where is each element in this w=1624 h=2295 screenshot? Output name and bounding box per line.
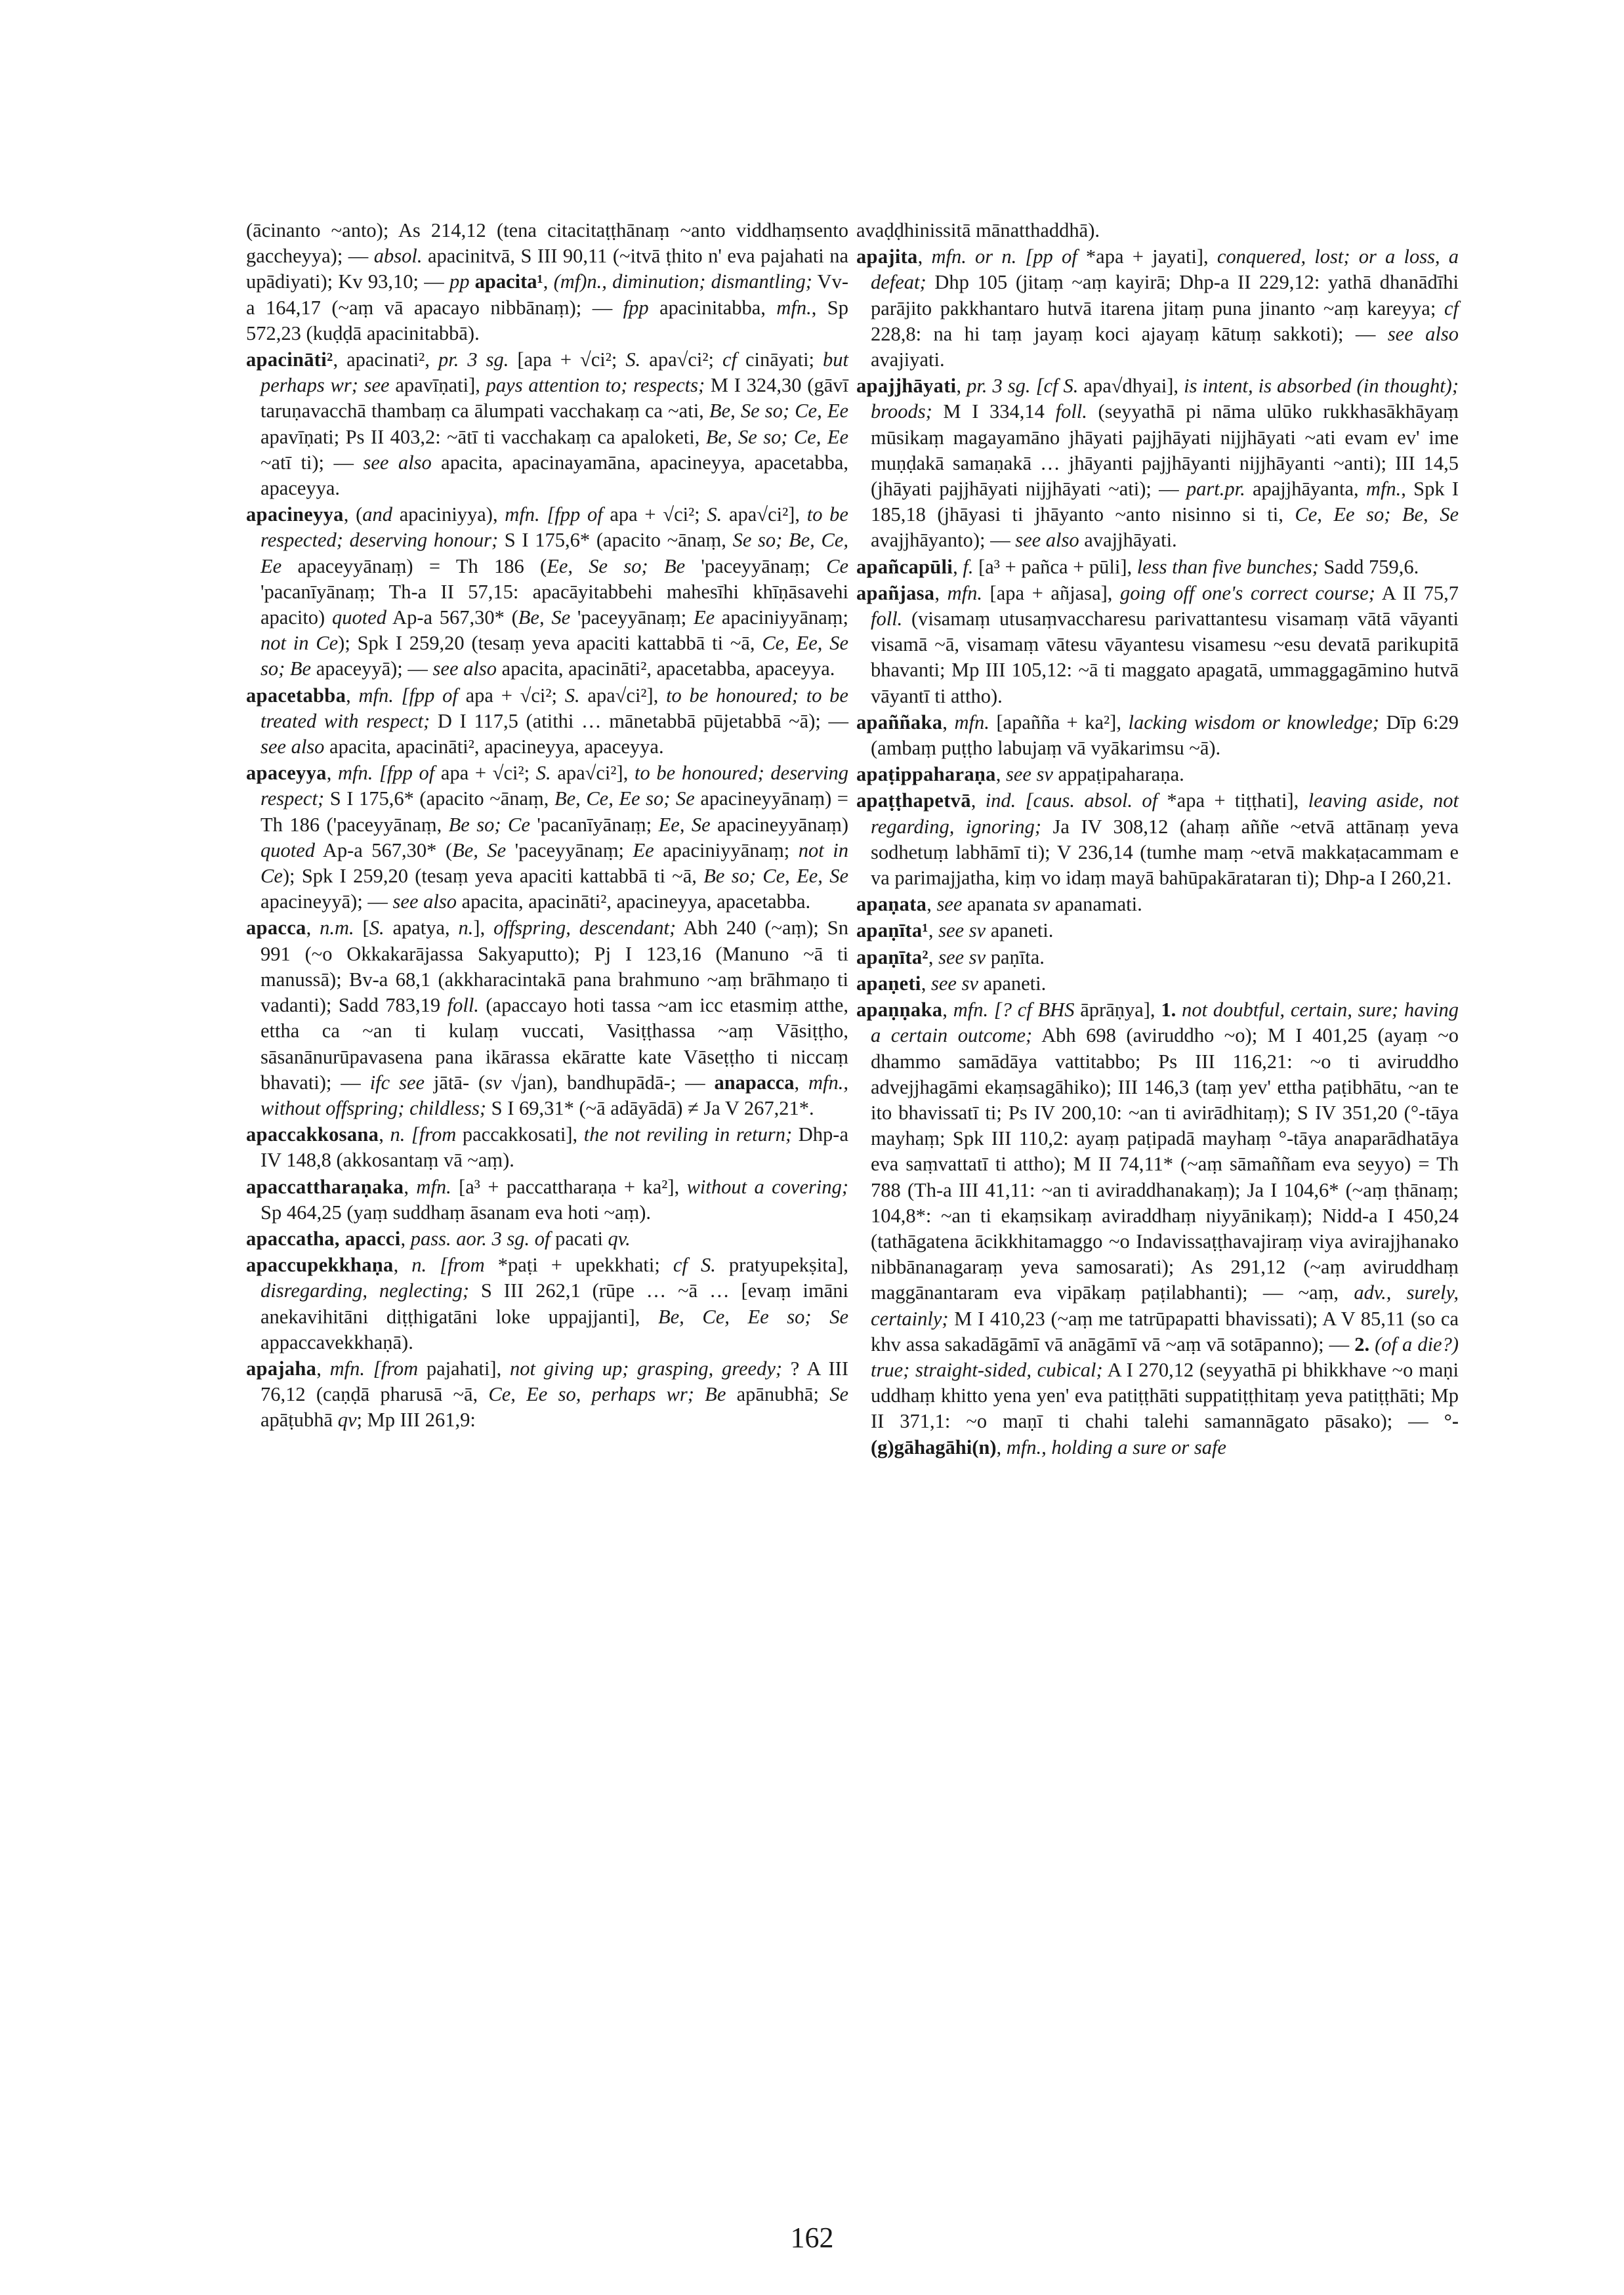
entry-text: , — [379, 1123, 390, 1146]
italic-text: n.m. — [320, 917, 354, 940]
entry-text: apacinitabba, — [648, 296, 777, 319]
entry-text: appaṭipaharaṇa. — [1052, 763, 1184, 786]
headword: apacetabba — [246, 684, 346, 707]
entry-text: , — [996, 1436, 1007, 1458]
entry-text: apacinitvā, S III 90,11 (~itvā ṭhito n' eva pajahati na upādiyati); Kv 93,10; — — [246, 245, 848, 293]
italic-text: n. [from — [390, 1123, 457, 1146]
dictionary-entry — [246, 760, 848, 915]
headword: apaṇīta² — [856, 945, 928, 968]
italic-text: foll. — [871, 608, 903, 631]
dictionary-entry — [246, 915, 848, 1121]
dictionary-entry — [856, 945, 1459, 970]
entry-text: apanamati. — [1050, 893, 1142, 916]
italic-text: ifc see — [369, 1071, 425, 1094]
italic-text: the not reviling in return; — [583, 1123, 793, 1146]
entry-text: Vv-a 164,17 (~aṃ vā apacayo nibbānaṃ); — — [246, 270, 848, 319]
dictionary-entry — [246, 502, 848, 682]
entry-text: apanata — [962, 893, 1033, 916]
dictionary-entry — [856, 971, 1459, 997]
headword: apaṇata — [856, 893, 927, 916]
italic-text: qv — [337, 1409, 357, 1432]
italic-text: sv — [1033, 893, 1051, 916]
entry-text: Abh 698 (aviruddho ~o); M I 401,25 (ayaṃ ~o dhammo samādāya vattitabbo; Ps III 116,21: ~o ti aviruddho advejjhagāmi ekaṃsagāhiko); III 146,3 (taṃ yev' ettha paṭibhātu, ~an te ito bhavissatī ti; Ps IV 200,10: ~an ti avirādhitaṃ); S IV 351,20 (°-tāya mayhaṃ; Spk III 110,2: ayaṃ paṭipadā mayhaṃ °-tāya anaparādhatāya eva saṃvattatī ti attho); M II 74,11* (~aṃ sāmaññam eva seyyo) = Th 788 (Th-a III 41,11: ~an ti aviraddhanakaṃ); Ja I 104,6* (~aṃ ṭhānaṃ; 104,8*: ~an ti ekaṃsikaṃ aviraddhaṃ niyyānikaṃ); Nidd-a I 450,24 (tathāgatena ācikkhitamaggo ~o Indavissaṭṭhavajiraṃ viya avirajjhanako nibbānanagaraṃ yeva samosarati); As 291,12 (~aṃ aviruddhaṃ maggānantaram eva vipākaṃ paṭilabhanti); — ~aṃ, — [871, 1024, 1459, 1304]
italic-text: without a covering; — [686, 1175, 848, 1198]
entry-text: S III 262,1 (rūpe … ~ā … [evaṃ imāni anekavihitāni diṭṭhigatāni loke uppajjanti], — [260, 1279, 848, 1328]
italic-text: S. — [369, 917, 385, 940]
entry-text: Ap-a 567,30* ( — [315, 838, 453, 861]
entry-text: 'paceyyānaṃ; — [506, 838, 633, 861]
entry-text: 'paceyyānaṃ; — [570, 606, 694, 629]
entry-text: ], — [473, 917, 494, 940]
italic-text: qv. — [608, 1227, 631, 1250]
italic-text: see also — [260, 735, 325, 758]
italic-text: S. — [625, 348, 641, 371]
headword: apajjhāyati — [856, 375, 957, 398]
headword: apaññaka — [856, 711, 943, 734]
dictionary-entry — [246, 683, 848, 760]
entry-text: cināyati; — [737, 348, 823, 371]
italic-text: Be, Se — [452, 838, 507, 861]
headword: apaṭṭhapetvā — [856, 789, 971, 812]
entry-text: apa + √ci²; — [602, 503, 707, 526]
dictionary-entry — [246, 1226, 848, 1252]
entry-text: [ — [354, 917, 369, 940]
entry-text: apaciniyyānaṃ; — [654, 838, 799, 861]
entry-text: ? A III 76,12 (caṇḍā pharusā ~ā, — [260, 1357, 848, 1406]
entry-text: apaceyyānaṃ) = Th 186 ( — [281, 554, 547, 577]
italic-text: mfn. [fpp of — [505, 503, 603, 526]
italic-text: pass. aor. 3 sg. of — [410, 1227, 551, 1250]
entry-text: , — [326, 762, 338, 785]
entry-text: [apañña + ka²], — [989, 711, 1129, 734]
dictionary-entry — [856, 918, 1459, 943]
entry-text: apa√ci²], — [722, 503, 807, 526]
italic-text: see sv — [930, 972, 978, 995]
entry-text: , — [794, 1071, 808, 1094]
headword: apacināti² — [246, 348, 333, 371]
italic-text: mfn., without offspring; childless; — [260, 1071, 848, 1119]
italic-text: adv., surely, certainly; — [871, 1281, 1459, 1330]
entry-text: (apaccayo hoti tassa ~am icc etasmiṃ atthe, ettha ca ~an ti kulaṃ vuccati, Vasiṭṭhassa ~aṃ Vāsiṭṭho, sāsanānurūpavasena pana ikārassa ekāratte kate Vāseṭṭho ti niccaṃ bhavati); — — [260, 994, 848, 1094]
italic-text: Ee, Se — [658, 813, 711, 836]
italic-text: mfn. — [954, 711, 989, 734]
italic-text: leaving aside, not regarding, ignoring; — [871, 789, 1459, 838]
italic-text: absol. — [373, 245, 423, 268]
italic-text: mfn. [fpp of — [358, 684, 458, 707]
dictionary-entry — [246, 1122, 848, 1173]
entry-text: avajiyati. — [871, 348, 945, 371]
entry-text: , apacinati², — [333, 348, 438, 371]
italic-text: not in Ce — [260, 838, 848, 888]
left-column — [246, 218, 848, 1434]
entry-text: S I 69,31* (~ā adāyādā) ≠ Ja V 267,21*. — [486, 1096, 814, 1119]
italic-text: see also — [432, 657, 497, 680]
italic-text: mfn. [fpp of — [337, 762, 435, 785]
bold-text: 2. — [1354, 1333, 1370, 1355]
entry-text: paccakkosati], — [456, 1123, 584, 1146]
dictionary-entry — [856, 997, 1459, 1460]
entry-text: avaḍḍhinissitā mānatthaddhā). — [856, 219, 1100, 241]
entry-text: apacita, apacināti², apacineyya, apaceyya. — [324, 735, 664, 758]
italic-text: pr. 3 sg. — [438, 348, 509, 371]
entry-text: paṇīta. — [986, 945, 1045, 968]
italic-text: mfn. [from — [329, 1357, 419, 1380]
entry-text: , Sp 572,23 (kuḍḍā apacinitabbā). — [246, 296, 849, 344]
entry-text: pacati — [550, 1227, 608, 1250]
italic-text: Be, Ce, Ee so; Se — [554, 787, 695, 810]
italic-text: cf S. — [673, 1254, 716, 1277]
entry-text: , Spk I 185,18 (jhāyasi ti jhāyanto ~anto nisinno si ti, — [871, 478, 1459, 526]
italic-text: Be, Se so; Ce, Ee — [705, 425, 848, 448]
entry-text: *apa + jayati], — [1077, 245, 1217, 268]
continued-entry — [246, 218, 848, 346]
entry-text: [a³ + paccattharaṇa + ka²], — [451, 1175, 687, 1198]
entry-text: āprāṇya], — [1074, 999, 1161, 1022]
italic-text: Se — [829, 1383, 848, 1406]
headword: apajita — [856, 245, 918, 268]
italic-text: Se so; Be, Ce, Ee — [260, 529, 848, 577]
entry-text: Dhp-a IV 148,8 (akkosantaṃ vā ~aṃ). — [260, 1123, 848, 1172]
entry-text: avajjhāyati. — [1079, 529, 1177, 552]
headword: apaṭippaharaṇa — [856, 763, 996, 786]
entry-text: ); Spk I 259,20 (tesaṃ yeva apaciti kattabbā ti ~ā, — [338, 632, 762, 655]
entry-text: apāṭubhā — [260, 1409, 338, 1432]
entry-text: √jan), bandhupādā-; — — [501, 1071, 715, 1094]
entry-text: appaccavekkhaṇā). — [260, 1331, 413, 1354]
entry-text: Dhp 105 (jitaṃ ~aṃ kayirā; Dhp-a II 229,12: yathā dhanādīhi parājito pakkhantaro hutvā itarena jitaṃ puna jinanto ~aṃ kareyya; — [871, 271, 1459, 320]
entry-text: apacineyyānaṃ) — [710, 813, 848, 836]
italic-text: mfn. — [776, 296, 812, 319]
italic-text: and — [362, 503, 392, 526]
entry-text: apavīṇati], — [389, 374, 486, 397]
italic-text: pp — [449, 270, 470, 293]
italic-text: offspring, descendant; — [493, 917, 677, 940]
dictionary-entry — [856, 581, 1459, 709]
headword: apaṇṇaka — [856, 999, 943, 1022]
entry-text: [apa + √ci²; — [509, 348, 626, 371]
entry-text: , — [942, 711, 955, 734]
italic-text: see also — [1015, 529, 1079, 552]
italic-text: Be so; Ce, Ee, Se — [703, 865, 848, 888]
entry-text: M I 410,23 (~aṃ me tatrūpapatti bhavissati); A V 85,11 (so ca khv assa sakadāgāmī vā anāgāmī vā ~aṃ vā sotāpanno); — — [871, 1307, 1459, 1355]
italic-text: Ce, Ee so, perhaps wr; Be — [488, 1383, 726, 1406]
entry-text: M I 324,30 (gāvī taruṇavacchā thambaṃ ca ālumpati vacchakaṃ ca ~ati, — [260, 374, 848, 423]
italic-text: pays attention to; respects; — [486, 374, 705, 397]
entry-text: apaneti. — [986, 919, 1054, 942]
entry-text: apa√ci²], — [551, 762, 635, 785]
dictionary-entry — [246, 1356, 848, 1434]
italic-text: see also — [1387, 322, 1459, 345]
italic-text: mfn. — [416, 1175, 451, 1198]
headword: apacca — [246, 917, 306, 940]
italic-text: foll. — [1055, 400, 1087, 423]
headword: apaṇīta¹ — [856, 919, 928, 942]
entry-text: 'pacanīyānaṃ; — [530, 813, 659, 836]
entry-text: apaceyyā); — — [311, 657, 433, 680]
italic-text: S. — [535, 762, 551, 785]
entry-text: , — [995, 763, 1006, 786]
entry-text: avajjhāyanto); — — [871, 529, 1016, 552]
entry-text: , — [928, 919, 939, 942]
headword: apaccattharaṇaka — [246, 1175, 404, 1198]
entry-text: apa√ci²; — [640, 348, 722, 371]
entry-text: 'paceyyānaṃ; — [685, 554, 827, 577]
italic-text: (of a die?) true; straight-sided, cubical; — [871, 1333, 1459, 1381]
entry-text: , — [928, 945, 939, 968]
italic-text: mfn. or n. [pp of — [931, 245, 1077, 268]
italic-text: foll. — [447, 994, 479, 1017]
italic-text: Be so; Ce — [448, 813, 530, 836]
italic-text: (mf)n., diminution; dismantling; — [553, 270, 812, 293]
dictionary-entry — [856, 554, 1459, 580]
headword: apañcapūli — [856, 555, 953, 578]
italic-text: cf — [722, 348, 737, 371]
italic-text: ind. [caus. absol. of — [985, 789, 1158, 812]
entry-text: , — [306, 917, 320, 940]
italic-text: part.pr. — [1186, 478, 1245, 501]
italic-text: Ce, Ee, Se so; Be — [260, 632, 848, 680]
italic-text: but perhaps wr; see — [260, 348, 848, 397]
entry-text: apa + √ci²; — [457, 684, 565, 707]
entry-text: , — [927, 893, 937, 916]
italic-text: to be respected; deserving honour; — [260, 503, 848, 552]
italic-text: going off one's correct course; — [1120, 581, 1375, 604]
entry-text: ; Mp III 261,9: — [356, 1409, 476, 1432]
entry-text: Ja IV 308,12 (ahaṃ aññe ~etvā attānaṃ yeva sodhetuṃ labhāmī ti); V 236,14 (tumhe maṃ ~etvā makkaṭacammam e va parimajjatha, kiṃ vo idaṃ mayā bahūpakārataran ti); Dhp-a I 260,21. — [871, 815, 1459, 890]
entry-text: (ācinanto ~anto); As 214,12 (tena citacitaṭṭhānaṃ ~anto viddhaṃsento gaccheyya); — — [246, 219, 848, 268]
italic-text: lacking wisdom or knowledge; — [1128, 711, 1379, 734]
italic-text: Be, Ce, Ee so; Se — [657, 1305, 848, 1328]
entry-text: (seyyathā pi nāma ulūko rukkhasākhāyaṃ mūsikaṃ magayamāno jhāyati pajjhāyati nijjhāyati ~ati evam ev' ime muṇḍakā samaṇakā … jhāyanti pajjhāyanti nijjhāyanti ~anti); III 14,5 (jhāyati pajjhāyati nijjhāyati ~ati); — — [871, 400, 1459, 501]
entry-text: apacita, apacināti², apacetabba, apaceyya. — [496, 657, 835, 680]
italic-text: not in Ce — [260, 632, 339, 655]
italic-text: Be, Se so; Ce, Ee — [709, 400, 849, 423]
entry-text: S I 175,6* (apacito ~ānaṃ, — [324, 787, 554, 810]
entry-text: Sp 464,25 (yaṃ suddhaṃ āsanam eva hoti ~aṃ). — [260, 1201, 652, 1224]
entry-text: jātā- ( — [425, 1071, 486, 1094]
entry-text: , — [956, 375, 967, 398]
entry-text: apa + √ci²; — [434, 762, 536, 785]
italic-text: Be, Se — [518, 606, 571, 629]
italic-text: to be honoured; deserving respect; — [260, 762, 848, 810]
bold-text: apacita¹ — [469, 270, 543, 293]
entry-text: , — [921, 972, 931, 995]
bold-text: 1. — [1161, 999, 1176, 1022]
entry-text: A I 270,12 (seyyathā pi bhikkhave ~o maṇi uddhaṃ khitto yena yen' eva patiṭṭhāti suppatiṭṭhitaṃ yeva patiṭṭhāti; Mp II 371,1: ~o maṇī ti chahi talehi samannāgato pāsako); — — [871, 1358, 1459, 1433]
entry-text: apaciniyya), — [392, 503, 505, 526]
italic-text: quoted — [331, 606, 386, 629]
entry-text: , — [942, 999, 953, 1022]
dictionary-entry — [856, 762, 1459, 787]
entry-text: [a³ + pañca + pūli], — [973, 555, 1137, 578]
italic-text: conquered, lost; or a loss, a defeat; — [871, 245, 1459, 294]
entry-text: apānubhā; — [726, 1383, 830, 1406]
entry-text: apaciniyyānaṃ; — [715, 606, 848, 629]
italic-text: see — [936, 893, 963, 916]
entry-text: apa√dhyai], — [1078, 375, 1184, 398]
italic-text: f. — [963, 555, 974, 578]
italic-text: is intent, is absorbed (in thought); broods; — [871, 375, 1459, 423]
italic-text: see also — [392, 890, 457, 913]
italic-text: to be honoured; to be treated with respect; — [260, 684, 848, 732]
italic-text: see sv — [938, 945, 986, 968]
italic-text: see sv — [1005, 763, 1053, 786]
entry-text: apacita, apacinayamāna, apacineyya, apacetabba, apaceyya. — [260, 451, 848, 500]
headword: apaccupekkhaṇa — [246, 1254, 394, 1277]
italic-text: Ee, Se so; Be — [547, 554, 686, 577]
italic-text: S. — [707, 503, 722, 526]
entry-text: , — [316, 1357, 330, 1380]
entry-text: 'pacanīyānaṃ; Th-a II 57,15: apacāyitabbehi mahesīhi khīṇāsavehi apacito) — [260, 580, 848, 629]
italic-text: not giving up; grasping, greedy; — [509, 1357, 783, 1380]
italic-text: pr. 3 sg. [cf S. — [967, 375, 1079, 398]
italic-text: S. — [564, 684, 580, 707]
italic-text: Ce — [826, 554, 848, 577]
entry-text: apa√ci²], — [579, 684, 667, 707]
entry-text: apajjhāyanta, — [1245, 478, 1366, 501]
italic-text: cf — [1444, 297, 1459, 320]
entry-text: Abh 240 (~aṃ); Sn 991 (~o Okkakarājassa Sakyaputto); Pj I 123,16 (Manuno ~ā ti manussā); Bv-a 68,1 (akkharacintakā pana brahmuno ~aṃ brāhmaṇo ti vadanti); Sadd 783,19 — [260, 917, 848, 1017]
entry-text: Dīp 6:29 (ambaṃ puṭṭho labujaṃ vā vyākarimsu ~ā). — [871, 711, 1459, 760]
italic-text: Ee — [633, 838, 654, 861]
italic-text: mfn. — [1365, 478, 1402, 501]
entry-text: D I 117,5 (atithi … mānetabbā pūjetabbā ~ā); — — [430, 709, 849, 732]
dictionary-entry — [246, 347, 848, 501]
entry-text: , — [917, 245, 932, 268]
italic-text: quoted — [260, 838, 316, 861]
right-column — [856, 218, 1459, 1461]
entry-text: ); Spk I 259,20 (tesaṃ yeva apaciti kattabbā ti ~ā, — [282, 865, 704, 888]
entry-text: , — [404, 1175, 417, 1198]
bold-text: anapacca — [714, 1071, 795, 1094]
entry-text: apacineyyā); — — [260, 890, 393, 913]
entry-text: ~atī ti); — — [260, 451, 364, 474]
italic-text: mfn. [? cf BHS — [953, 999, 1075, 1022]
headword: apañjasa — [856, 581, 935, 604]
headword: apaceyya — [246, 762, 327, 785]
entry-text: S I 175,6* (apacito ~ānaṃ, — [498, 529, 733, 552]
dictionary-entry — [856, 244, 1459, 373]
continued-entry — [856, 218, 1459, 243]
entry-text: *paṭi + upekkhati; — [484, 1254, 673, 1277]
entry-text: , ( — [343, 503, 363, 526]
entry-text: , — [543, 270, 554, 293]
page-number: 162 — [790, 2222, 834, 2254]
entry-text: Ap-a 567,30* ( — [386, 606, 518, 629]
italic-text: n. [from — [411, 1254, 485, 1277]
entry-text: apatya, — [384, 917, 459, 940]
italic-text: mfn. — [947, 581, 982, 604]
headword: apaccakkosana — [246, 1123, 379, 1146]
entry-text: , — [934, 581, 947, 604]
dictionary-entry — [856, 710, 1459, 761]
entry-text: apacita, apacināti², apacineyya, apacetabba. — [456, 890, 811, 913]
entry-text: 228,8: na hi taṃ jayaṃ koci ajayaṃ kātuṃ sakkoti); — — [871, 322, 1388, 345]
entry-text: A II 75,7 — [1375, 581, 1459, 604]
dictionary-entry — [246, 1252, 848, 1355]
italic-text: mfn., holding a sure or safe — [1006, 1436, 1226, 1458]
bold-text: °-(g)gāhagāhi(n) — [871, 1410, 1459, 1458]
italic-text: n. — [458, 917, 474, 940]
headword: apajaha — [246, 1357, 317, 1380]
italic-text: Ce, Ee so; Be, Se — [1295, 503, 1459, 526]
italic-text: Ee — [693, 606, 715, 629]
headword: apaccatha, apacci — [246, 1227, 401, 1250]
headword: apaṇeti — [856, 972, 921, 995]
entry-text: apavīṇati; Ps II 403,2: ~ātī ti vacchakaṃ ca apaloketi, — [260, 425, 706, 448]
italic-text: less than five bunches; — [1136, 555, 1319, 578]
entry-text: , — [953, 555, 963, 578]
italic-text: sv — [485, 1071, 502, 1094]
entry-text: [apa + añjasa], — [982, 581, 1120, 604]
entry-text: , — [970, 789, 986, 812]
entry-text: apacineyyānaṃ) = Th 186 ('paceyyānaṃ, — [260, 787, 848, 836]
entry-text: *apa + tiṭṭhati], — [1157, 789, 1308, 812]
entry-text: , — [346, 684, 359, 707]
dictionary-entry — [856, 788, 1459, 891]
italic-text: see sv — [938, 919, 986, 942]
italic-text: not doubtful, certain, sure; having a certain outcome; — [871, 999, 1459, 1047]
entry-text: (visamaṃ utusaṃvaccharesu parivattantesu visamaṃ vātā vāyanti visamā ~ā, visamaṃ vātesu vāyantesu visamesu ~esu devatā parikupitā bhavanti; Mp III 105,12: ~ā ti maggato apagatā, ummaggagāmino hutvā vāyantī ti attho). — [871, 608, 1459, 707]
dictionary-entry — [246, 1174, 848, 1226]
italic-text: fpp — [623, 296, 649, 319]
entry-text: , — [400, 1227, 411, 1250]
entry-text: pratyupekṣita], — [715, 1254, 849, 1277]
headword: apacineyya — [246, 503, 344, 526]
entry-text: M I 334,14 — [932, 400, 1056, 423]
dictionary-entry — [856, 373, 1459, 553]
dictionary-entry — [856, 892, 1459, 917]
entry-text: , — [393, 1254, 412, 1277]
italic-text: see also — [363, 451, 432, 474]
entry-text: apaneti. — [978, 972, 1047, 995]
italic-text: disregarding, neglecting; — [260, 1279, 470, 1302]
entry-text: pajahati], — [418, 1357, 510, 1380]
entry-text: Sadd 759,6. — [1318, 555, 1419, 578]
